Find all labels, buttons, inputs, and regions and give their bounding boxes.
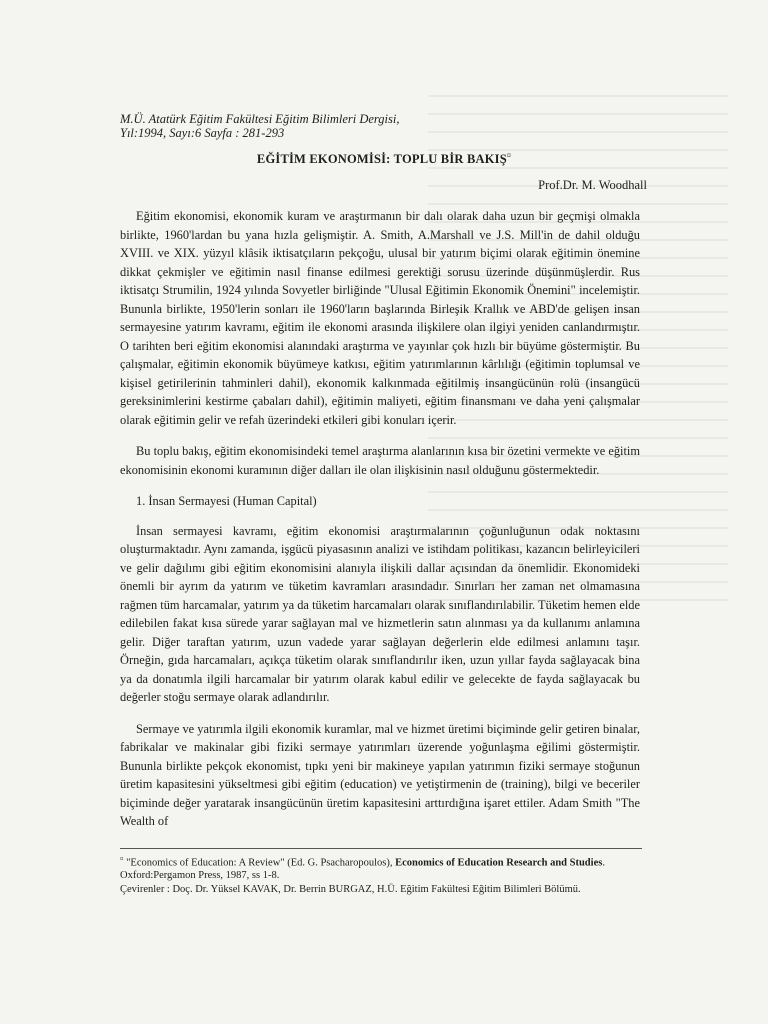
footnote-source [120,853,642,883]
article-body [120,207,640,844]
footnote-source-book: Economics of Education Research and Studies [395,857,603,869]
footnote-source-tail: . Oxford:Pergamon Press, 1987, ss 1-8. [120,857,605,881]
journal-citation [120,112,540,140]
paragraph-capital-investment: Sermaye ve yatırımla ilgili ekonomik kuramlar, mal ve hizmet üretimi biçiminde gelir getiren binalar, fabrikalar ve makinalar gibi fiziki sermaye yatırımları üzerende yoğunlaşma eğilimi göstermiştir. Bununla birlikte pekçok ekonomist, tıpkı yeni bir makineye yapılan yatırımın fiziki sermaye stoğunun üretim kapasitesini yükseltmesi gibi eğitim (education) ve yetiştirmenin de (training), bilgi ve beceriler biçiminde değer yaratarak insangücünün üretim kapasitesini arttırdığına işaret ettiler. Adam Smith "The Wealth of [120,721,640,828]
footnote-source-text: "Economics of Education: A Review" (Ed. G. Psacharopoulos), [126,857,396,869]
paragraph-human-capital: İnsan sermayesi kavramı, eğitim ekonomisi araştırmalarının çoğunluğunun odak noktasını oluşturmaktadır. Aynı zamanda, işgücü piyasasının analizi ve istihdam politikası, kazancın belirleyicileri ve gelir dağılımı gibi eğitim ekonomisini alanıyla ilişkili dallar açısından da önemlidir. Ekonomideki önemli bir ayrım da yatırım ve tüketim kavramları arasındadır. Sınırları her zaman net olmamasına rağmen tüm harcamalar, yatırım ya da tüketim harcamaları olarak sınıflandırılabilir. Tüketim hemen elde edilebilen fakat kısa sürede yarar sağlayan mal ve hizmetlerin satın alınması ya da kullanımı anlamına gelir. Diğer taraftan yatırım, uzun vadede yarar sağlayan değerlerin elde edilmesi anlamını taşır. Örneğin, gıda harcamaları, açıkça tüketim olarak sınıflandırılır iken, uzun yıllar fayda sağlayacak bina ya da donatımla ilgili harcamalar bir yatırım olarak kabul edilir ve gelecekte de fayda sağlayacak bu değerler stoğu sermaye olarak adlandırılır. [120,523,640,704]
journal-line-1: M.Ü. Atatürk Eğitim Fakültesi Eğitim Bilimleri Dergisi, [120,112,400,126]
footnotes [120,848,642,897]
author-name: Prof.Dr. M. Woodhall [538,178,647,192]
title-footnote-mark: ¤ [506,151,512,160]
article-title [0,151,768,167]
section-heading-human-capital: 1. İnsan Sermayesi (Human Capital) [136,494,317,508]
footnote-mark: ¤ [120,855,124,863]
paragraph-overview: Bu toplu bakış, eğitim ekonomisindeki temel araştırma alanlarının kısa bir özetini vermekte ve eğitim ekonomisinin ekonomi kuramının diğer dalları ile olan ilişkisinin nasıl olduğunu göstermektedir. [120,444,640,477]
article-title-text: EĞİTİM EKONOMİSİ: TOPLU BİR BAKIŞ [256,152,507,167]
paragraph-intro: Eğitim ekonomisi, ekonomik kuram ve araştırmanın bir dalı olarak daha uzun bir geçmişi olmakla birlikte, 1960'lardan bu yana hızla gelişmiştir. A. Smith, A.Marshall ve J.S. Mill'in de dahil olduğu XVIII. ve XIX. yüzyıl klâsik iktisatçıların pekçoğu, ulusal bir yatırım biçimi olarak eğitimin önemine dikkat çekmişler ve eğitimin nasıl finanse edilmesi gerektiği sorusu üzerinde düşünmüşlerdir. Rus iktisatçı Strumilin, 1924 yılında Sovyetler birliğinde "Ulusal Eğitimin Ekonomik Önemini" incelemiştir. Bununla birlikte, 1950'lerin sonları ile 1960'ların başlarında Birleşik Krallık ve ABD'de gelişen insan sermayesine yatırım kavramı, eğitim ile ekonomi arasında ilişkilere olan ilgiyi yeniden canlandırmıştır. O tarihten beri eğitim ekonomisi alanındaki araştırma ve yayınlar çok hızlı bir büyüme göstermiştir. Bu çalışmalar, eğitimin ekonomik büyümeye katkısı, eğitim yatırımlarının kârlılığı (eğitimin toplumsal ve kişisel getirilerinin tahminleri dahil), ekonomik kalkınmada eğitilmiş insangücünün rolü (insangücü gereksinimlerini kestirme çabaları dahil), eğitimin maliyeti, eğitim finansmanı ve daha yeni çalışmalar olarak eğitimin gelir ve refah üzerindeki etkileri gibi konuları içerir. [120,209,640,427]
journal-line-2: Yıl:1994, Sayı:6 Sayfa : 281-293 [120,126,285,140]
footnote-translators: Çevirenler : Doç. Dr. Yüksel KAVAK, Dr. Berrin BURGAZ, H.Ü. Eğitim Fakültesi Eğitim Bilimleri Bölümü. [120,883,581,895]
